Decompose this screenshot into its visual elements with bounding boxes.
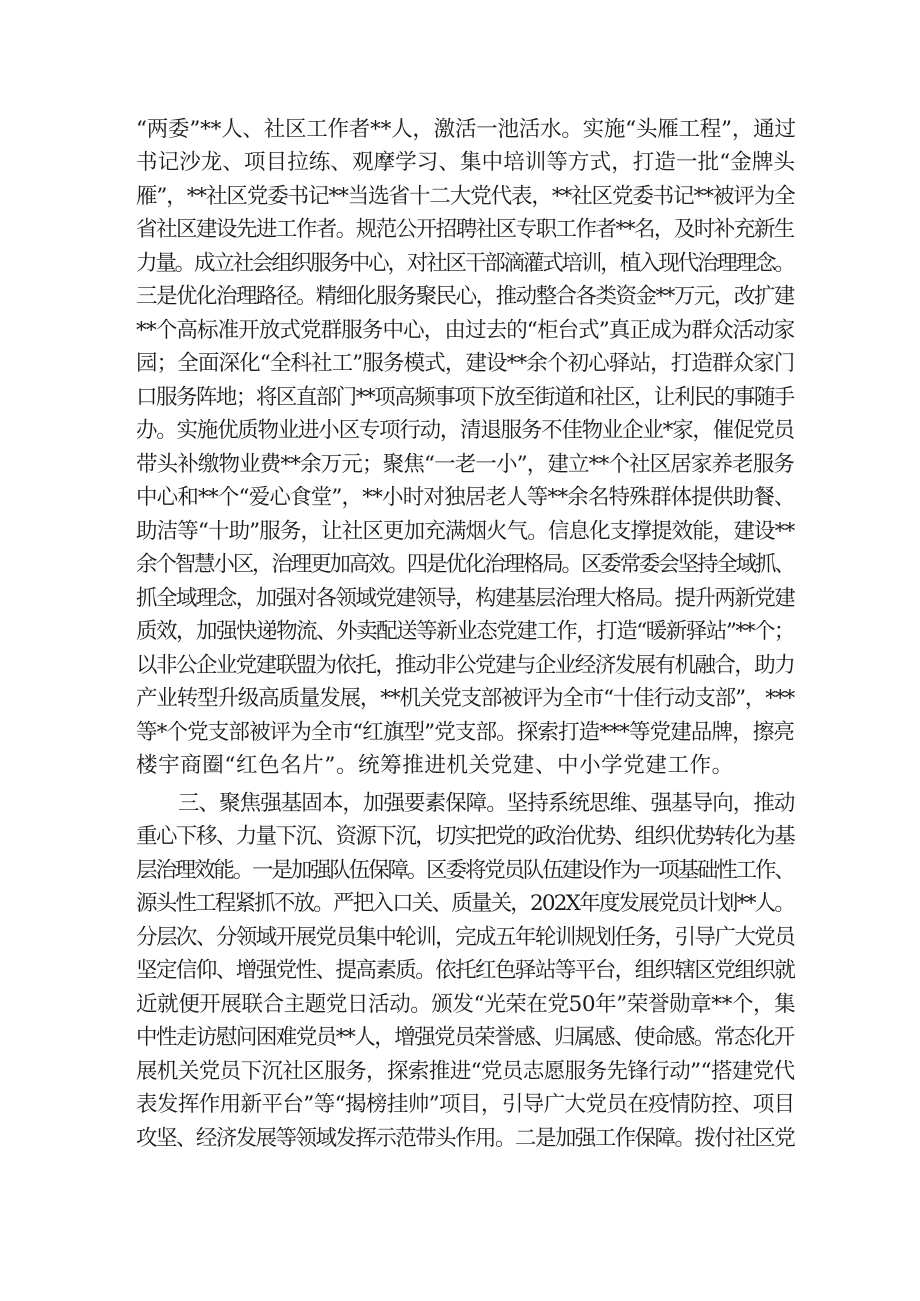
section-heading-line: 三、聚焦强基固本，加强要素保障。坚持系统思维、强基导向，推动 [178,791,795,816]
text-line: 助洁等“十助”服务，让社区更加充满烟火气。信息化支撑提效能，建设** [136,519,795,544]
text-line: 办。实施优质物业进小区专项行动，清退服务不佳物业企业*家，催促党员 [136,418,794,443]
text-line: 源头性工程紧抓不放。严把入口关、质量关，202X年度发展党员计划**人。 [136,891,795,916]
text-line: 雁”，**社区党委书记**当选省十二大党代表，**社区党委书记**被评为全 [136,184,795,209]
text-line: 楼宇商圈“红色名片”。统筹推进机关党建、中小学党建工作。 [136,753,734,778]
text-line: 带头补缴物业费**余万元；聚焦“一老一小”，建立**个社区居家养老服务 [136,452,795,477]
text-line: 表发挥作用新平台”等“揭榜挂帅”项目，引导广大党员在疫情防控、项目 [136,1092,795,1117]
text-line: 口服务阵地；将区直部门**项高频事项下放至街道和社区，让利民的事随手 [136,385,794,410]
text-line: 省社区建设先进工作者。规范公开招聘社区专职工作者**名，及时补充新生 [136,217,794,242]
text-line: 攻坚、经济发展等领域发挥示范带头作用。二是加强工作保障。拨付社区党 [136,1126,795,1151]
text-line: 园；全面深化“全科社工”服务模式，建设**余个初心驿站，打造群众家门 [136,351,795,376]
text-line: 三是优化治理路径。精细化服务聚民心，推动整合各类资金**万元，改扩建 [136,284,794,309]
text-line: 层治理效能。一是加强队伍保障。区委将党员队伍建设作为一项基础性工作、 [136,858,794,883]
text-line: 余个智慧小区，治理更加高效。四是优化治理格局。区委常委会坚持全域抓、 [136,552,794,577]
text-line: 抓全域理念，加强对各领域党建领导，构建基层治理大格局。提升两新党建 [136,586,795,611]
text-line: 等*个党支部被评为全市“红旗型”党支部。探索打造***等党建品牌，擦亮 [136,720,795,745]
text-line: 书记沙龙、项目拉练、观摩学习、集中培训等方式，打造一批“金牌头 [136,150,796,175]
text-line: 力量。成立社会组织服务中心，对社区干部滴灌式培训，植入现代治理理念。 [136,251,794,276]
text-line: 以非公企业党建联盟为依托，推动非公党建与企业经济发展有机融合，助力 [136,653,795,678]
text-line: 展机关党员下沉社区服务，探索推进“党员志愿服务先锋行动”“搭建党代 [136,1059,795,1084]
text-line: 重心下移、力量下沉、资源下沉，切实把党的政治优势、组织优势转化为基 [136,824,795,849]
text-line: 中性走访慰问困难党员**人，增强党员荣誉感、归属感、使命感。常态化开 [136,1025,794,1050]
text-line: 近就便开展联合主题党日活动。颁发“光荣在党50年”荣誉勋章**个，集 [136,992,796,1017]
text-line: 分层次、分领域开展党员集中轮训，完成五年轮训规划任务，引导广大党员 [136,925,795,950]
text-line: “两委”**人、社区工作者**人，激活一池活水。实施“头雁工程”，通过 [136,117,796,142]
text-line: **个高标准开放式党群服务中心，由过去的“柜台式”真正成为群众活动家 [136,318,795,343]
text-line: 质效，加强快递物流、外卖配送等新业态党建工作，打造“暖新驿站”**个； [136,619,794,644]
text-line: 坚定信仰、增强党性、提高素质。依托红色驿站等平台，组织辖区党组织就 [136,958,795,983]
text-line: 产业转型升级高质量发展，**机关党支部被评为全市“十佳行动支部”，*** [136,686,795,711]
text-line: 中心和**个“爱心食堂”，**小时对独居老人等**余名特殊群体提供助餐、 [136,485,795,510]
